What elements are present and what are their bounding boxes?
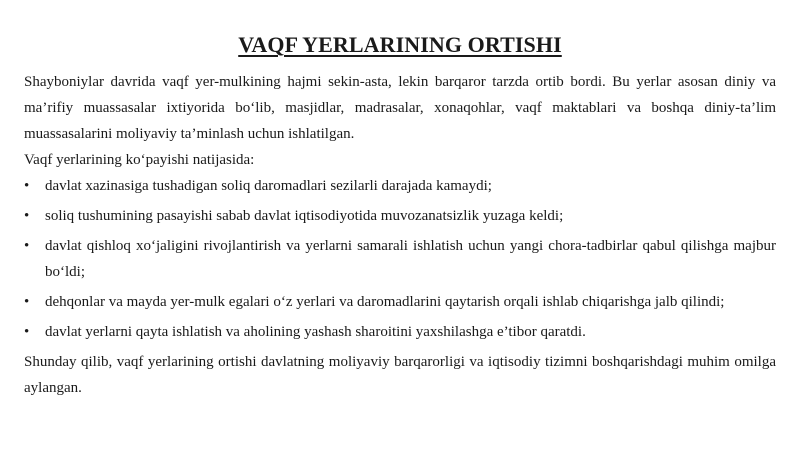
list-item [24, 289, 776, 315]
list-item [24, 203, 776, 229]
list-item-text: soliq tushumining pasayishi sabab davlat iqtisodiyotida muvozanatsizlik yuzaga keldi; [45, 208, 564, 224]
page-title: VAQF YERLARINING ORTISHI [238, 32, 562, 57]
list-item-text: davlat yerlarni qayta ishlatish va aholining yashash sharoitini yaxshilashga e’tibor qaratdi. [45, 324, 586, 340]
bullet-icon: • [24, 178, 30, 194]
conclusion-paragraph: Shunday qilib, vaqf yerlarining ortishi davlatning moliyaviy barqarorligi va iqtisodiy tizimni boshqarishdagi muhim omilga aylangan. [24, 354, 776, 396]
list-item-text: davlat xazinasiga tushadigan soliq daromadlari sezilarli darajada kamaydi; [45, 178, 492, 194]
bullet-icon: • [24, 324, 30, 340]
lead-paragraph: Vaqf yerlarining ko‘payishi natijasida: [24, 152, 255, 168]
list-item [24, 173, 776, 199]
list-item [24, 319, 776, 345]
bullet-icon: • [24, 238, 30, 254]
list-item-text: davlat qishloq xo‘jaligini rivojlantirish va yerlarni samarali ishlatish uchun yangi chora-tadbirlar qabul qilishga majbur bo‘ldi; [45, 238, 776, 280]
list-item [24, 233, 776, 285]
bullet-list [24, 173, 776, 345]
intro-paragraph: Shayboniylar davrida vaqf yer-mulkining hajmi sekin-asta, lekin barqaror tarzda ortib bordi. Bu yerlar asosan diniy va ma’rifiy muassasalar ixtiyorida bo‘lib, masjidlar, madrasalar, xonaqohlar, vaqf maktablari va boshqa diniy-ta’lim muassasalarini moliyaviy ta’minlash uchun ishlatilgan. [24, 74, 776, 142]
bullet-icon: • [24, 208, 30, 224]
bullet-icon: • [24, 294, 30, 310]
list-item-text: dehqonlar va mayda yer-mulk egalari o‘z yerlari va daromadlarini qaytarish orqali ishlab chiqarishga jalb qilindi; [45, 294, 725, 310]
